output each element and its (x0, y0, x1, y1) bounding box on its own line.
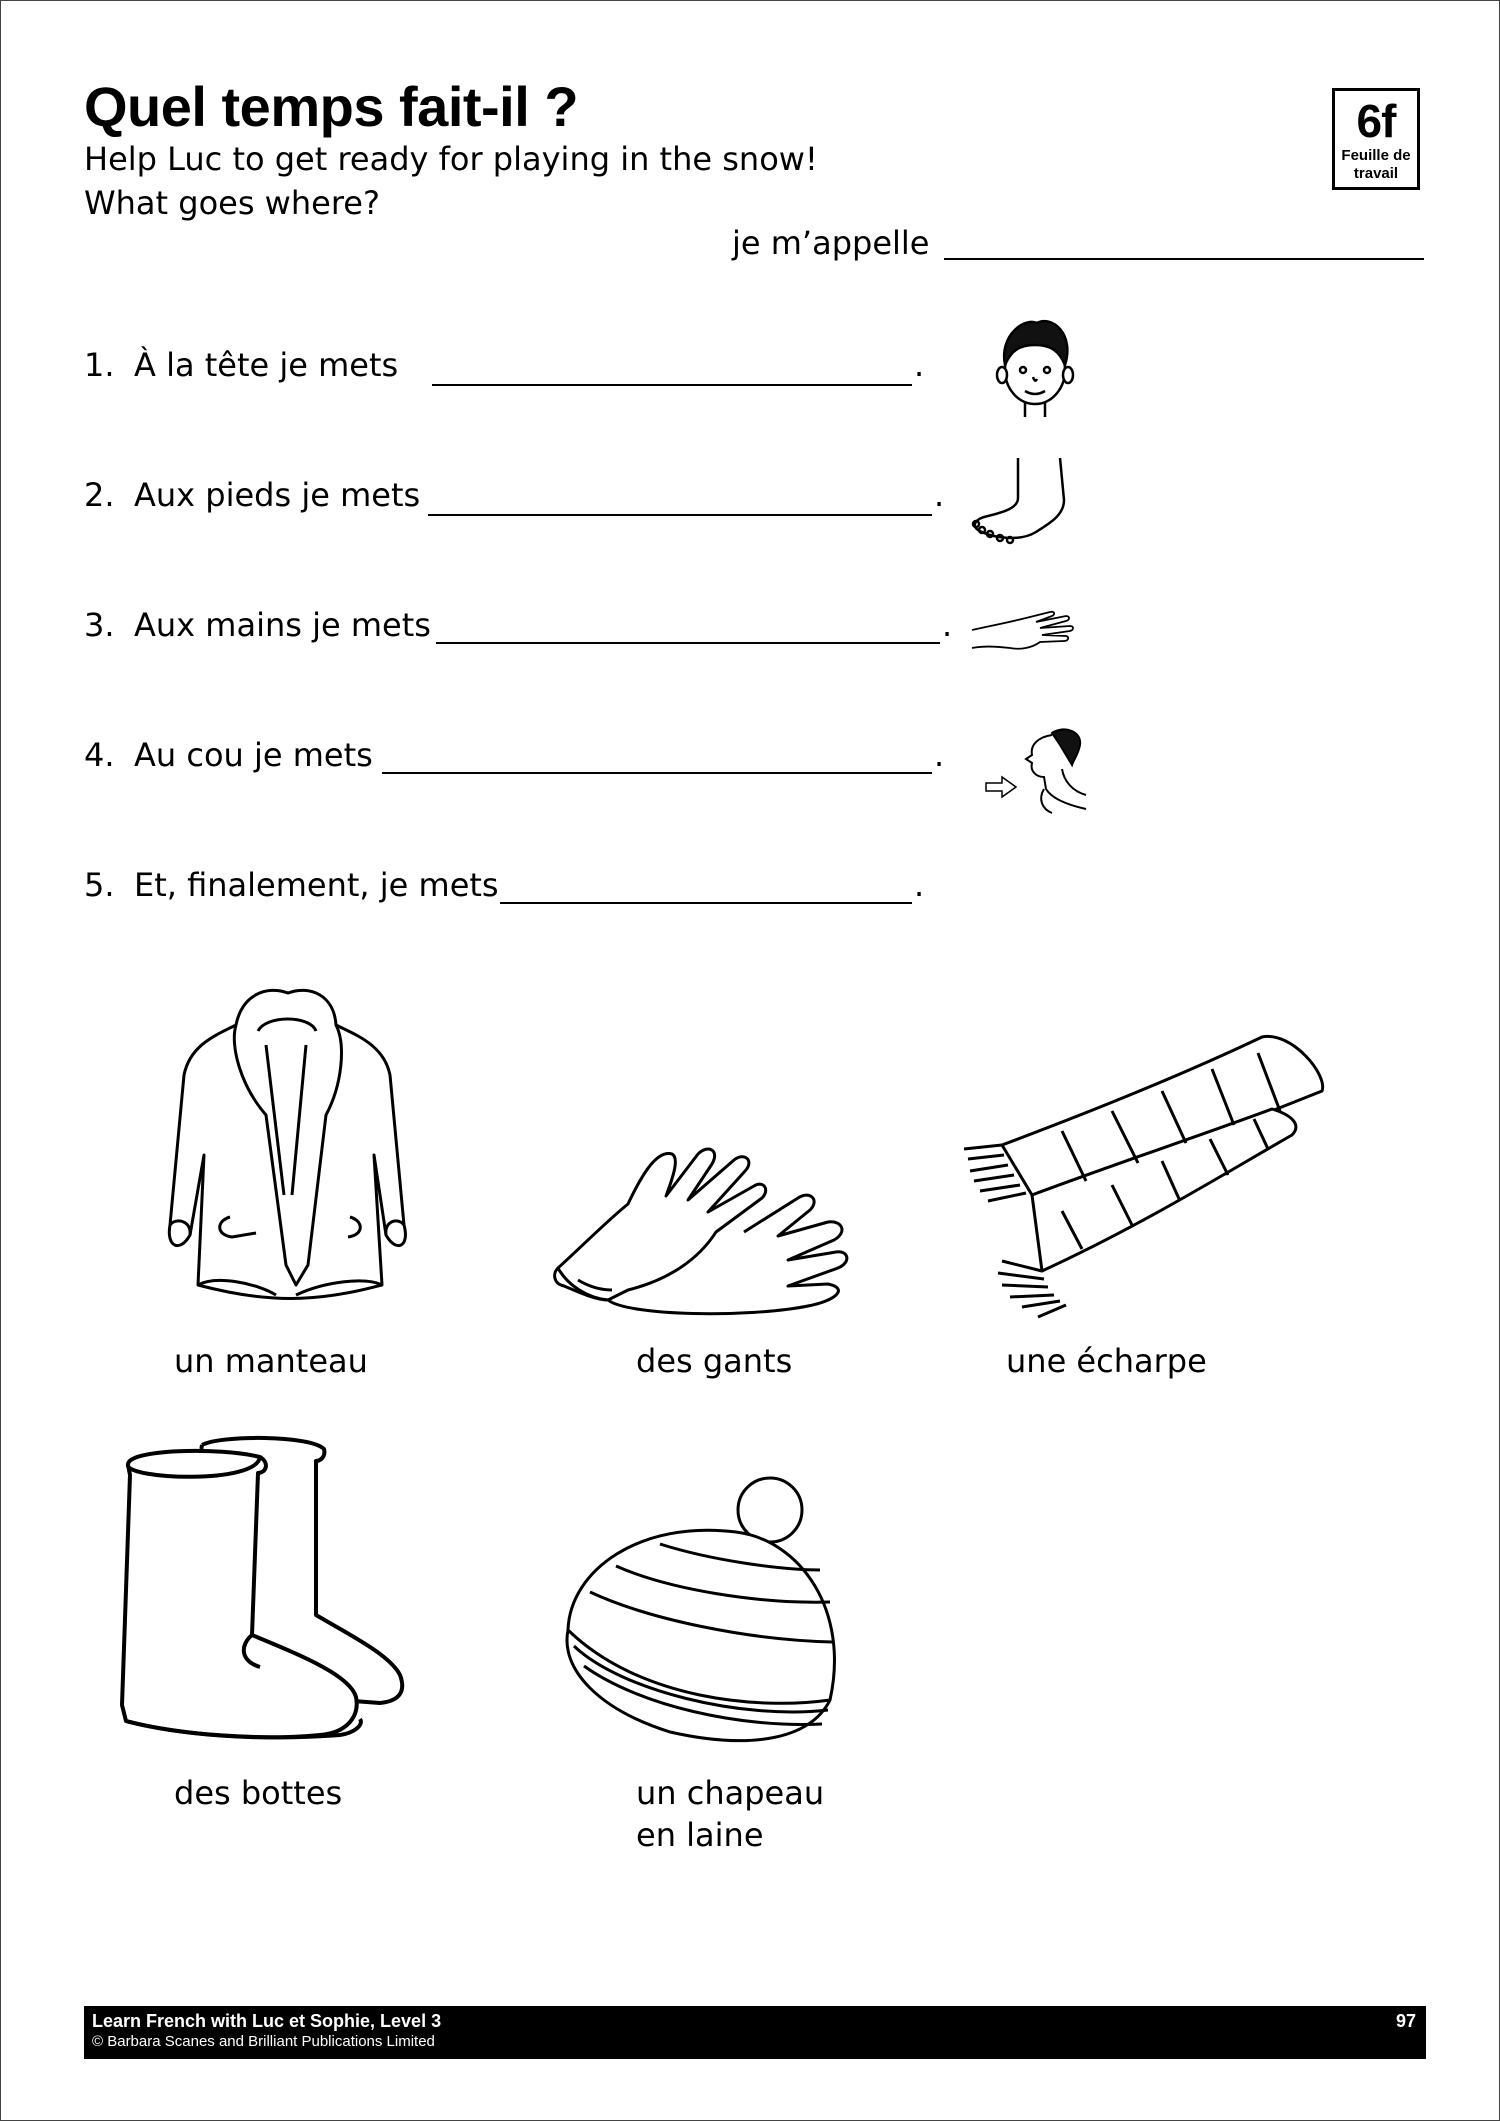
footer-book-title: Learn French with Luc et Sophie, Level 3 (92, 2011, 442, 2031)
foot-icon (968, 456, 1078, 546)
question-period: . (942, 606, 953, 644)
answer-line-2[interactable] (428, 514, 932, 516)
answer-line-4[interactable] (382, 772, 932, 774)
question-number: 4. (84, 736, 115, 774)
answer-line-3[interactable] (436, 642, 940, 644)
question-text: Aux mains je mets (134, 606, 431, 644)
wool-hat-icon (560, 1470, 850, 1750)
question-period: . (914, 866, 925, 904)
worksheet-label-2: travail (1353, 165, 1399, 182)
question-4 (84, 736, 373, 774)
caption-boots: des bottes (174, 1774, 343, 1812)
instructions-line-1: Help Luc to get ready for playing in the snow! (84, 140, 818, 178)
worksheet-label-1: Feuille de (1341, 147, 1411, 164)
gloves-icon (548, 1140, 863, 1320)
worksheet-badge (1332, 88, 1420, 190)
caption-scarf: une écharpe (1006, 1342, 1207, 1380)
footer-copyright: © Barbara Scanes and Brilliant Publications Limited (92, 2033, 435, 2050)
question-number: 2. (84, 476, 115, 514)
head-icon (985, 315, 1085, 420)
page-title: Quel temps fait-il ? (84, 75, 579, 138)
question-2 (84, 476, 420, 514)
question-text: Aux pieds je mets (134, 476, 421, 514)
question-text: À la tête je mets (134, 346, 399, 384)
question-1 (84, 346, 398, 384)
question-period: . (934, 736, 945, 774)
worksheet-code: 6f (1356, 95, 1396, 147)
question-number: 3. (84, 606, 115, 644)
hand-icon (970, 608, 1080, 658)
question-number: 5. (84, 866, 115, 904)
boots-icon (120, 1435, 410, 1757)
caption-wool-hat-1: un chapeau (636, 1774, 825, 1812)
answer-line-5[interactable] (500, 902, 912, 904)
page-number: 97 (1395, 2011, 1416, 2031)
coat-icon (146, 985, 421, 1325)
name-answer-line[interactable] (944, 258, 1424, 260)
question-period: . (914, 346, 925, 384)
caption-gloves: des gants (636, 1342, 793, 1380)
instructions-line-2: What goes where? (84, 184, 380, 222)
question-text: Et, finalement, je mets (134, 866, 499, 904)
question-period: . (934, 476, 945, 514)
question-3 (84, 606, 431, 644)
question-number: 1. (84, 346, 115, 384)
answer-line-1[interactable] (432, 384, 912, 386)
footer-bar (84, 2006, 1426, 2059)
caption-coat: un manteau (174, 1342, 368, 1380)
name-label: je m’appelle (732, 224, 930, 262)
question-5 (84, 866, 499, 904)
neck-icon (982, 725, 1092, 815)
scarf-icon (962, 1035, 1332, 1325)
question-text: Au cou je mets (134, 736, 373, 774)
caption-wool-hat-2: en laine (636, 1816, 764, 1854)
